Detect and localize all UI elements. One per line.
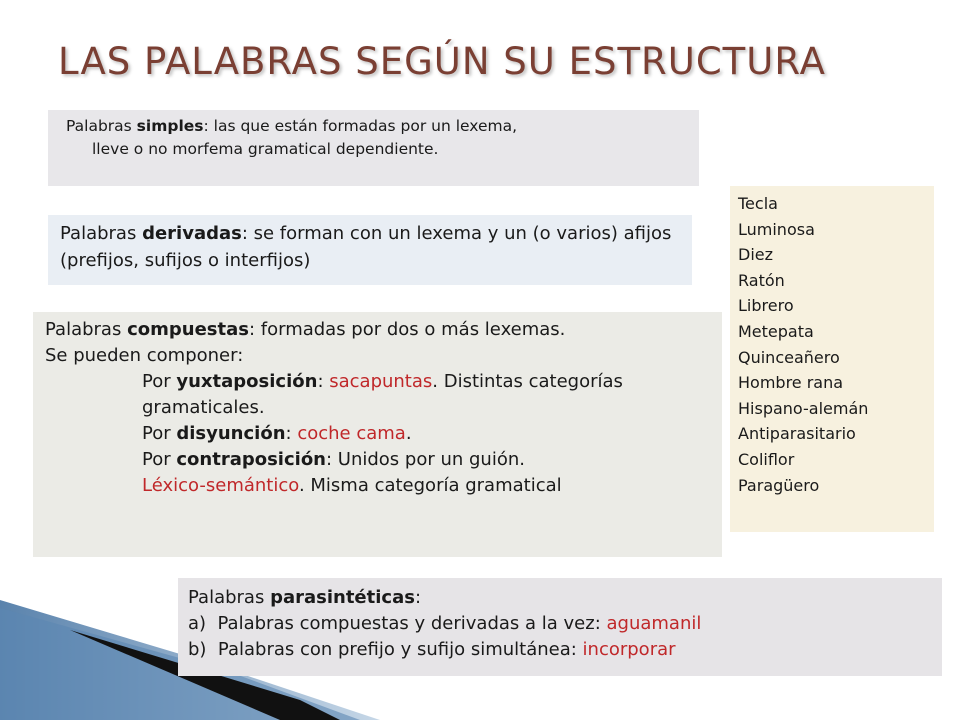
item-b-marker: b) (188, 639, 207, 660)
simples-prefix: Palabras (66, 117, 137, 135)
list-item: Librero (738, 296, 794, 316)
page-title: LAS PALABRAS SEGÚN SU ESTRUCTURA (58, 40, 826, 83)
parasinteticas-box (178, 578, 942, 676)
derivadas-term: derivadas (142, 223, 242, 244)
list-item: Antiparasitario (738, 424, 856, 444)
con-text: : Unidos por un guión. (326, 449, 525, 470)
compuestas-term: compuestas (127, 319, 249, 340)
dis-sep: : (285, 423, 298, 444)
simples-text1: : las que están formadas por un lexema, (203, 117, 518, 135)
yux-term: yuxtaposición (176, 371, 318, 392)
list-item: Tecla (738, 194, 778, 213)
simples-text2: lleve o no morfema gramatical dependiente. (92, 140, 439, 158)
list-item: Hombre rana (738, 373, 844, 393)
list-item: Metepata (738, 321, 814, 341)
list-item: Paragüero (738, 475, 820, 495)
yux-sep: : (317, 371, 330, 392)
list-item: Ratón (738, 270, 785, 290)
item-b (188, 639, 676, 660)
derivadas-box (48, 215, 692, 285)
list-item: Luminosa (738, 219, 815, 239)
simples-box (48, 110, 699, 186)
lexico-semantico-item (45, 473, 712, 499)
item-b-text: Palabras con prefijo y sufijo simultánea: (217, 639, 583, 660)
list-item: Diez (738, 245, 774, 265)
dis-pre: Por (142, 423, 177, 444)
list-item: Hispano-alemán (738, 398, 869, 418)
yux-pre: Por (142, 371, 177, 392)
word-list-box (730, 186, 934, 532)
dis-example: coche cama (297, 423, 406, 444)
compuestas-text: : formadas por dos o más lexemas. (248, 319, 566, 340)
compuestas-box (33, 312, 722, 557)
list-item: Coliflor (738, 449, 795, 469)
item-a (188, 613, 701, 634)
list-item: Quinceañero (738, 347, 840, 367)
derivadas-text: : se forman con un lexema y un (o varios) afijos (prefijos, sufijos o interfijos) (60, 223, 672, 271)
compuestas-line2: Se pueden componer: (45, 345, 244, 366)
yuxtaposicion-item (45, 369, 712, 421)
item-a-text: Palabras compuestas y derivadas a la vez: (217, 613, 607, 634)
item-a-marker: a) (188, 613, 207, 634)
parasinteticas-term: parasintéticas (270, 587, 415, 608)
contraposicion-item (45, 447, 712, 473)
item-a-example: aguamanil (606, 613, 702, 634)
yux-text: . Distintas categorías gramaticales. (142, 371, 623, 418)
parasinteticas-prefix: Palabras (188, 587, 271, 608)
lex-text: . Misma categoría gramatical (298, 475, 562, 496)
derivadas-prefix: Palabras (60, 223, 143, 244)
simples-term: simples (136, 117, 204, 135)
lex-example: Léxico-semántico (142, 475, 299, 496)
yux-example: sacapuntas (329, 371, 433, 392)
con-term: contraposición (176, 449, 326, 470)
disyuncion-item (45, 421, 712, 447)
dis-term: disyunción (176, 423, 286, 444)
dis-end: . (405, 423, 412, 444)
compuestas-prefix: Palabras (45, 319, 128, 340)
parasinteticas-colon: : (414, 587, 422, 608)
item-b-example: incorporar (582, 639, 676, 660)
con-pre: Por (142, 449, 177, 470)
